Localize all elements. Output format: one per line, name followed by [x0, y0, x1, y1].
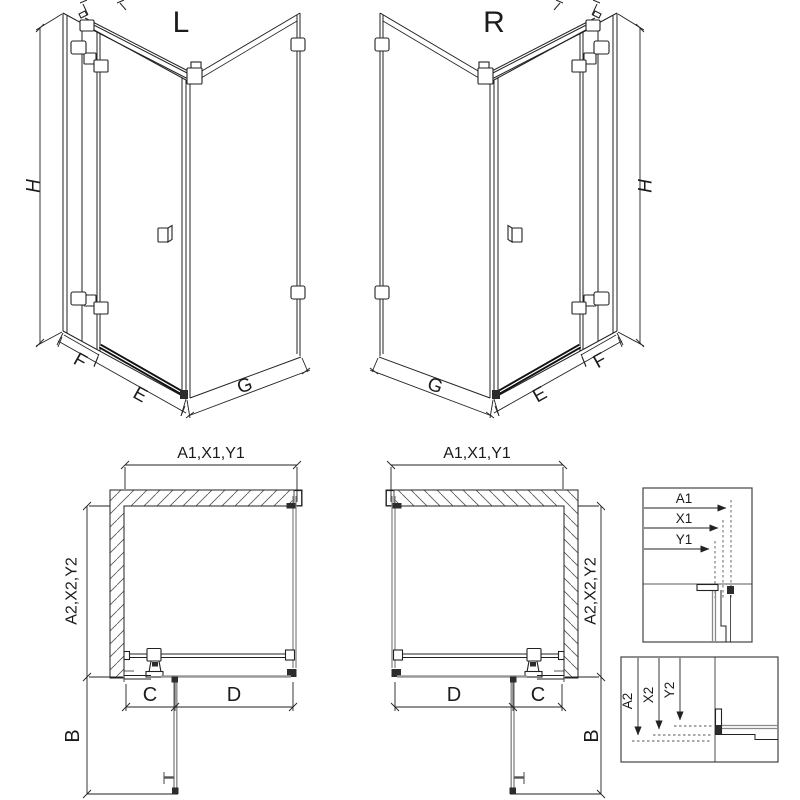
- height-dim-label-right: H: [635, 179, 657, 193]
- side-dim-label-right: G: [424, 373, 446, 399]
- iso-left-title: L: [172, 6, 190, 39]
- fixed-dim-label-left: F: [69, 349, 91, 373]
- plan-view-right: [386, 445, 605, 798]
- plan-left-fixed-dim: C: [142, 684, 158, 706]
- plan-right-width-dims: A1,X1,Y1: [443, 445, 511, 462]
- plan-left-swing-dim: B: [62, 729, 84, 743]
- iso-view-left: [24, 0, 311, 418]
- plan-view-left: [62, 445, 302, 798]
- detail-width-x1: X1: [675, 511, 693, 526]
- door-dim-label-right: E: [529, 382, 551, 408]
- door-dim-label-left: E: [129, 382, 151, 408]
- detail-box-depth: [620, 657, 778, 762]
- plan-right-depth-dims: A2,X2,Y2: [582, 557, 600, 625]
- side-dim-label-left: G: [234, 373, 256, 399]
- detail-depth-x2: X2: [641, 686, 656, 704]
- detail-width-y1: Y1: [675, 532, 693, 547]
- plan-left-width-dims: A1,X1,Y1: [177, 445, 245, 462]
- plan-left-depth-dims: A2,X2,Y2: [63, 557, 81, 625]
- plan-right-door-dim: D: [446, 684, 462, 706]
- plan-left-door-dim: D: [226, 684, 242, 706]
- height-dim-label-left: H: [23, 179, 45, 193]
- fixed-dim-label-right: F: [589, 349, 611, 373]
- iso-view-right: [370, 0, 657, 418]
- detail-depth-y2: Y2: [662, 681, 677, 699]
- detail-box-width: [643, 488, 752, 642]
- plan-right-swing-dim: B: [581, 729, 603, 743]
- detail-width-a1: A1: [675, 491, 693, 506]
- plan-right-fixed-dim: C: [530, 684, 546, 706]
- detail-depth-a2: A2: [620, 692, 635, 710]
- iso-right-title: R: [483, 6, 505, 39]
